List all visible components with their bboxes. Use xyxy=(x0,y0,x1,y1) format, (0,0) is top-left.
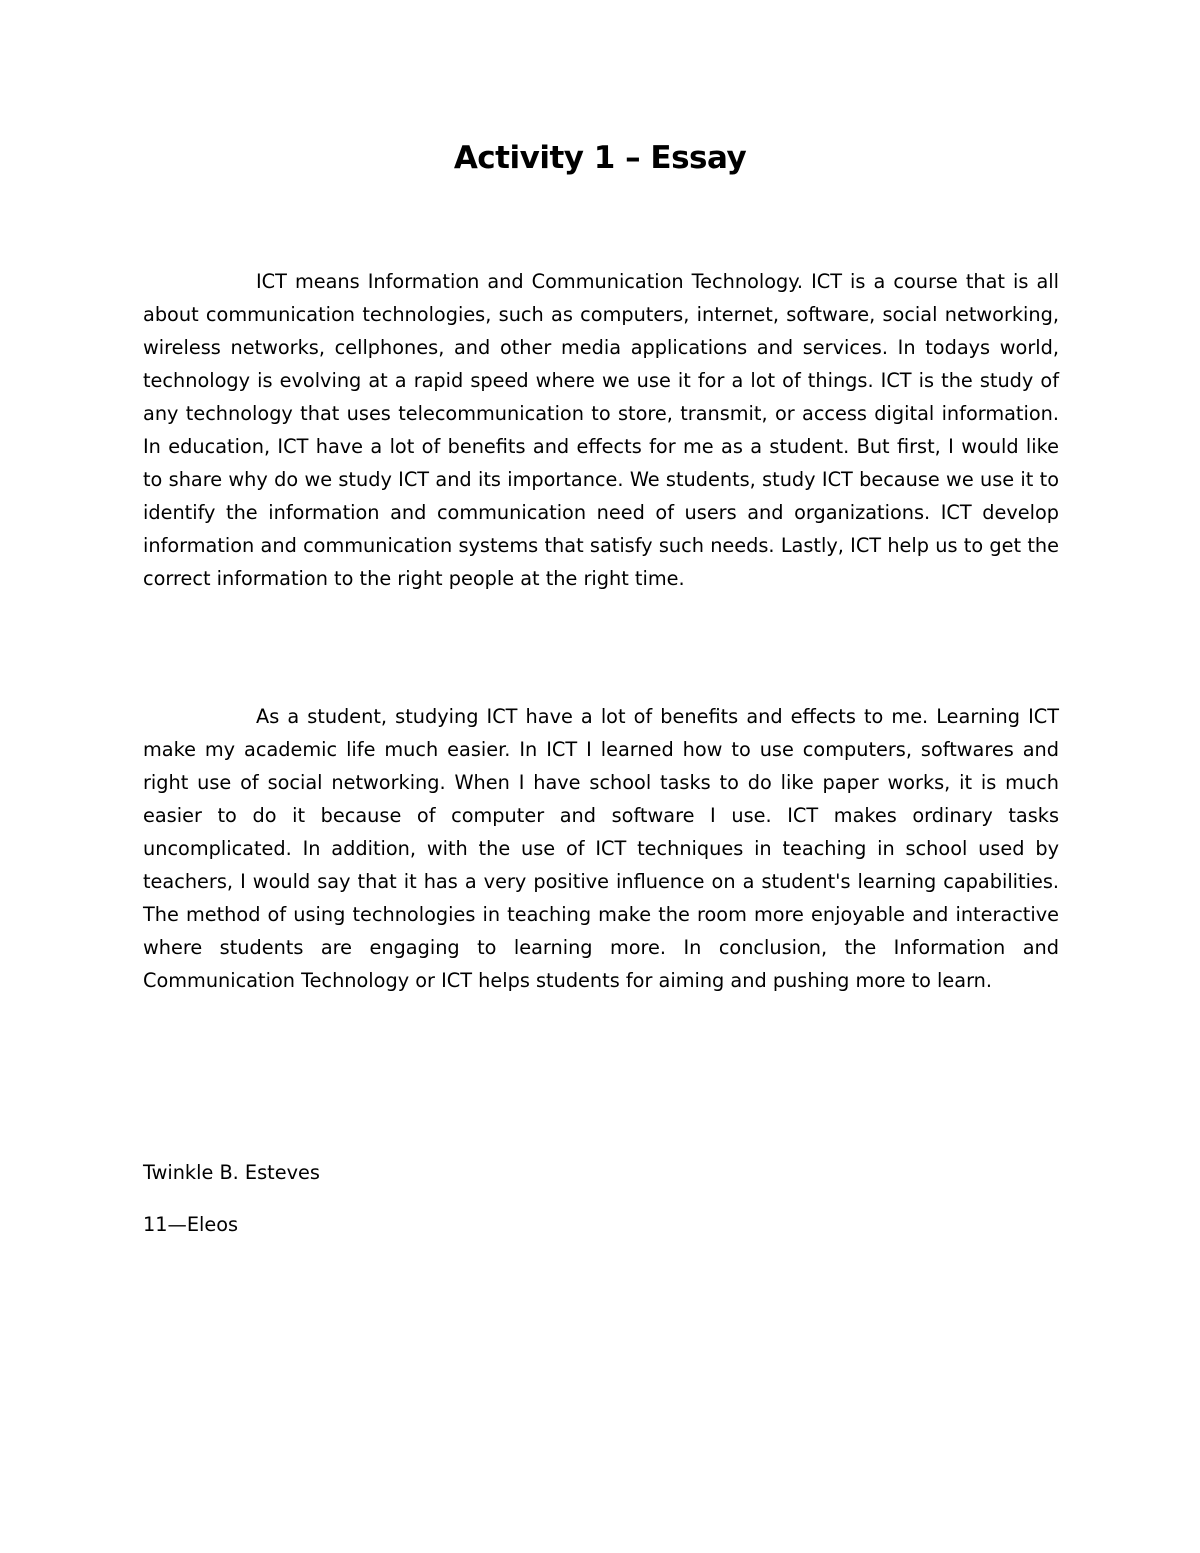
essay-paragraph-2: As a student, studying ICT have a lot of benefits and effects to me. Learning ICT make my academic life much easier. In ICT I learned how to use computers, softwares and right use of social networking. When I have school tasks to do like paper works, it is much easier to do it because of computer and software I use. ICT makes ordinary tasks uncomplicated. In addition, with the use of ICT techniques in teaching in school used by teachers, I would say that it has a very positive influence on a student's learning capabilities. The method of using technologies in teaching make the room more enjoyable and interactive where students are engaging to learning more. In conclusion, the Information and Communication Technology or ICT helps students for aiming and pushing more to learn. xyxy=(143,705,1059,992)
author-name: Twinkle B. Esteves xyxy=(143,1161,320,1184)
essay-paragraph-1: ICT means Information and Communication Technology. ICT is a course that is all about communication technologies, such as computers, internet, software, social networking, wireless networks, cellphones, and other media applications and services. In todays world, technology is evolving at a rapid speed where we use it for a lot of things. ICT is the study of any technology that uses telecommunication to store, transmit, or access digital information. In education, ICT have a lot of benefits and effects for me as a student. But first, I would like to share why do we study ICT and its importance. We students, study ICT because we use it to identify the information and communication need of users and organizations. ICT develop information and communication systems that satisfy such needs. Lastly, ICT help us to get the correct information to the right people at the right time. xyxy=(143,270,1059,590)
author-section: 11—Eleos xyxy=(143,1213,239,1236)
document-title: Activity 1 – Essay xyxy=(453,140,747,176)
